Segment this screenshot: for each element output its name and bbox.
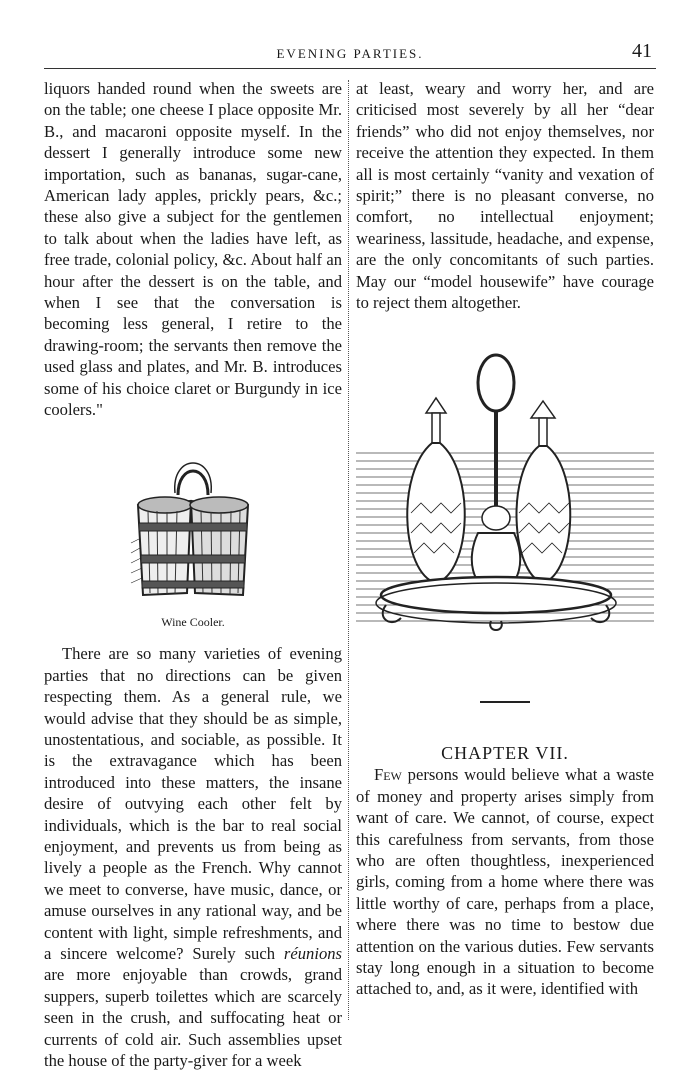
running-head xyxy=(44,40,656,69)
cruet-stand-illustration xyxy=(356,343,654,643)
reunions-italic: réunions xyxy=(283,944,342,963)
right-column xyxy=(356,78,654,1000)
right-paragraph-1: at least, weary and worry her, and are criticised most severely by all her “dear friends” who did not enjoy themselves, nor receive the attention they expected. In them all is most certainly “vanity and vexation of spirit;” there is no pleasant converse, no comfort, no intellectual enjoyment; weariness, lassitude, headache, and expense, are the only concomitants of such parties. May our “model housewife” have courage to reject them altogether. xyxy=(356,79,654,313)
figure-caption-wine-cooler: Wine Cooler. xyxy=(161,614,225,629)
left-paragraph-2 xyxy=(44,643,342,1071)
left-column xyxy=(44,78,342,1071)
cruet-stand-figure xyxy=(356,313,654,648)
wine-cooler-figure xyxy=(44,421,342,634)
page-number: 41 xyxy=(632,40,652,62)
wine-cooler-illustration xyxy=(123,443,263,603)
left-paragraph-2-start: There are so many varieties of evening parties that no directions can be given respecting them. As a general rule, we would advise that they should be as simple, unostentatious, and sociable, as possible. It is the extravagance which has been introduced into these matters, the insane desire of outvying each other felt by individuals, which is the bar to real social enjoyment, and prevents us from being as lively a people as the French. Why cannot we meet to converse, have music, dance, or amuse ourselves in any rational way, and be content with light, simple refreshments, and a sincere welcome? Surely such xyxy=(44,644,342,963)
left-paragraph-1: liquors handed round when the sweets are on the table; one cheese I place opposite Mr. B., and macaroni opposite myself. In the dessert I generally introduce some new importation, such as bananas, sugar-cane, American lady apples, prickly pears, &c.; these also give a subject for the gentlemen to talk about when the ladies have left, as free trade, colonial policy, &c. About half an hour after the dessert is on the table, and when I see that the conversation is becoming less general, I retire to the drawing-room; the servants then remove the used glass and plates, and Mr. B. introduces some of his choice claret or Burgundy in ice coolers." xyxy=(44,79,342,420)
chapter-title: CHAPTER VII. xyxy=(441,742,569,763)
running-title: EVENING PARTIES. xyxy=(276,46,424,61)
chapter-first-word: Few xyxy=(374,765,402,785)
chapter-divider xyxy=(480,701,530,703)
chapter-paragraph-1 xyxy=(356,764,654,999)
chapter-paragraph-1-text: persons would believe what a waste of money and property arises simply from want of care. We cannot, of course, expect this carefulness from servants, from those who are often thoughtless, inexperienced girls, coming from a home where there was little worthy of care, perhaps from a place, where there was no time to bestow due attention on the various duties. Few servants stay long enough in a situation to become attached to, and, as it were, identified with xyxy=(356,765,654,999)
left-paragraph-2-end: are more enjoyable than crowds, grand suppers, superb toilettes which are scarcely seen in the crush, and suffocating heat or currents of cold air. Such assemblies upset the house of the party-giver for a week xyxy=(44,965,342,1071)
column-divider xyxy=(348,80,349,1020)
